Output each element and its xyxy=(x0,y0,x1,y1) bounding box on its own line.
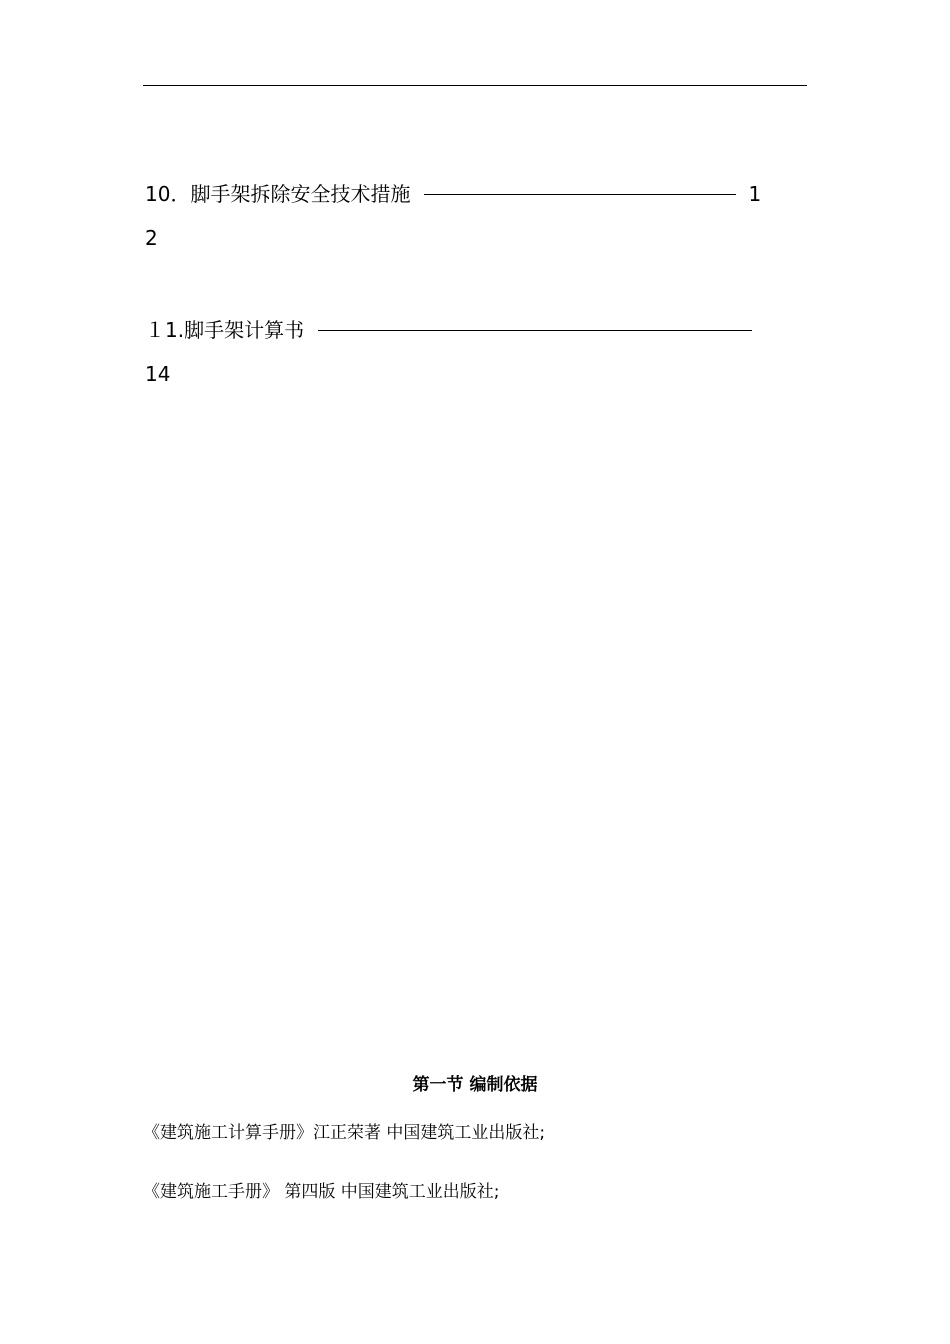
toc-entry-title: 10．脚手架拆除安全技术措施 xyxy=(145,182,411,206)
toc-entry-page-continued: 2 xyxy=(145,226,158,250)
toc-entry-title: １1.脚手架计算书 xyxy=(145,318,305,342)
reference-item: 《建筑施工计算手册》江正荣著 中国建筑工业出版社; xyxy=(143,1123,546,1143)
toc-leader-line xyxy=(424,194,736,195)
toc-entry-10[interactable] xyxy=(145,172,761,216)
section-heading: 第一节 编制依据 xyxy=(412,1075,538,1095)
header-rule xyxy=(143,85,807,86)
toc-entry-page-continued: 14 xyxy=(145,362,171,386)
toc-entry-page: 1 xyxy=(748,182,762,206)
toc-leader-line xyxy=(318,330,752,331)
reference-item: 《建筑施工手册》 第四版 中国建筑工业出版社; xyxy=(143,1182,500,1202)
toc-entry-11[interactable] xyxy=(145,308,764,352)
